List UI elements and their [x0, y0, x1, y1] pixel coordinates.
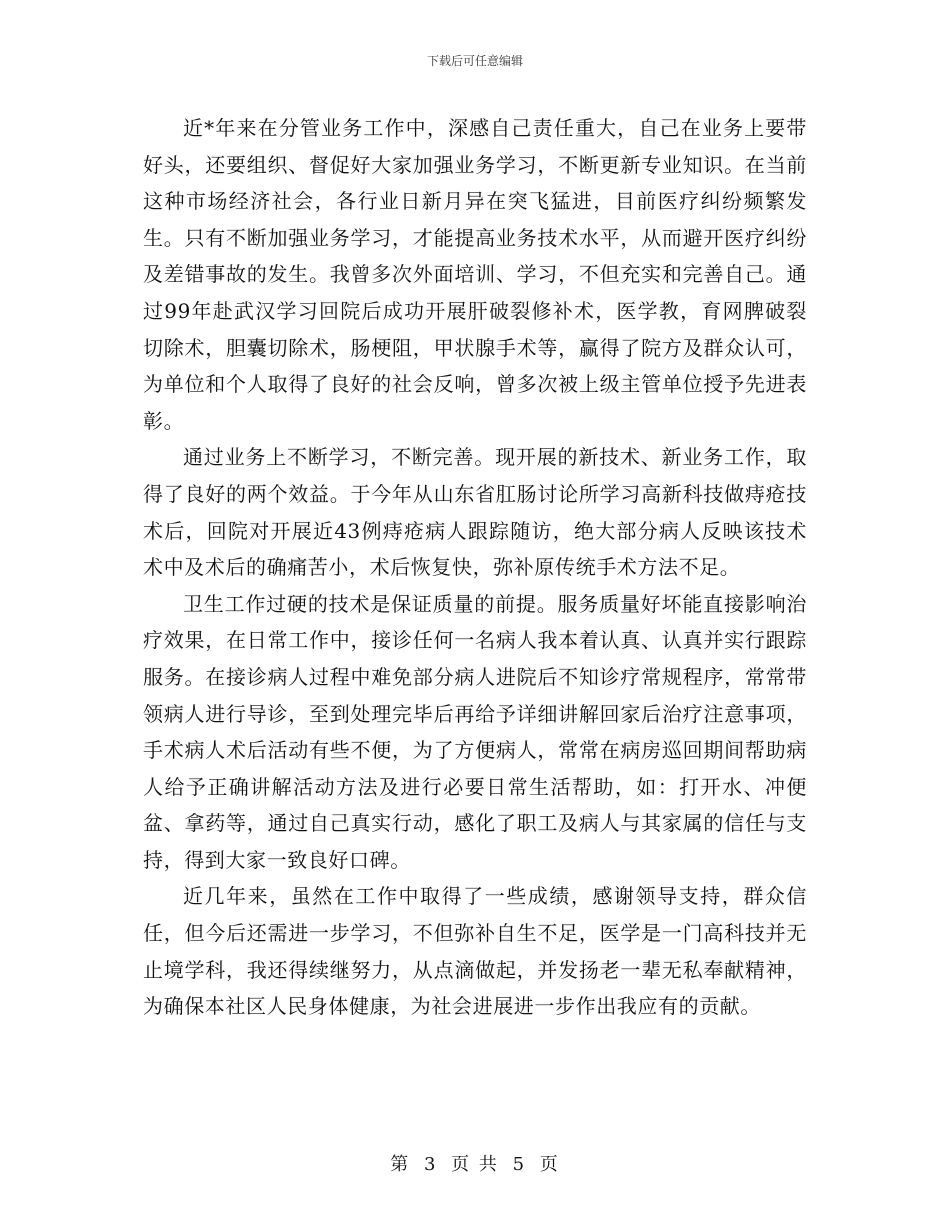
- paragraph-3: 卫生工作过硬的技术是保证质量的前提。服务质量好坏能直接影响治疗效果，在日常工作中，接诊任何一名病人我本着认真、认真并实行跟踪服务。在接诊病人过程中难免部分病人进院后不知诊疗常规程序，常常带领病人进行导诊，至到处理完毕后再给予详细讲解回家后治疗注意事项，手术病人术后活动有些不便，为了方便病人，常常在病房巡回期间帮助病人给予正确讲解活动方法及进行必要日常生活帮助，如：打开水、冲便盆、拿药等，通过自己真实行动，感化了职工及病人与其家属的信任与支持，得到大家一致良好口碑。: [143, 591, 807, 872]
- footer-total-pages: 5: [512, 1154, 527, 1175]
- footer-middle: 页 共: [451, 1154, 499, 1175]
- footer-suffix: 页: [539, 1154, 560, 1175]
- paragraph-2: 通过业务上不断学习，不断完善。现开展的新技术、新业务工作，取得了良好的两个效益。于今年从山东省肛肠讨论所学习高新科技做痔疮技术后，回院对开展近43例痔疮病人跟踪随访，绝大部分病人反映该技术术中及术后的确痛苦小，术后恢复快，弥补原传统手术方法不足。: [143, 445, 807, 580]
- header-note: 下载后可任意编辑: [426, 54, 523, 68]
- document-body: [143, 110, 807, 1025]
- footer-current-page: 3: [423, 1154, 438, 1175]
- footer-prefix: 第: [390, 1154, 411, 1175]
- page-footer: [0, 1150, 950, 1176]
- paragraph-4: 近几年来，虽然在工作中取得了一些成绩，感谢领导支持，群众信任，但今后还需进一步学习，不但弥补自生不足，医学是一门高科技并无止境学科，我还得续继努力，从点滴做起，并发扬老一辈无私奉献精神，为确保本社区人民身体健康，为社会进展进一步作出我应有的贡献。: [143, 884, 807, 1019]
- paragraph-1: 近*年来在分管业务工作中，深感自己责任重大，自己在业务上要带好头，还要组织、督促好大家加强业务学习，不断更新专业知识。在当前这种市场经济社会，各行业日新月异在突飞猛进，目前医疗纠纷频繁发生。只有不断加强业务学习，才能提高业务技术水平，从而避开医疗纠纷及差错事故的发生。我曾多次外面培训、学习，不但充实和完善自己。通过99年赴武汉学习回院后成功开展肝破裂修补术，医学教，育网脾破裂切除术，胆囊切除术，肠梗阻，甲状腺手术等，赢得了院方及群众认可，为单位和个人取得了良好的社会反响，曾多次被上级主管单位授予先进表彰。: [143, 116, 807, 433]
